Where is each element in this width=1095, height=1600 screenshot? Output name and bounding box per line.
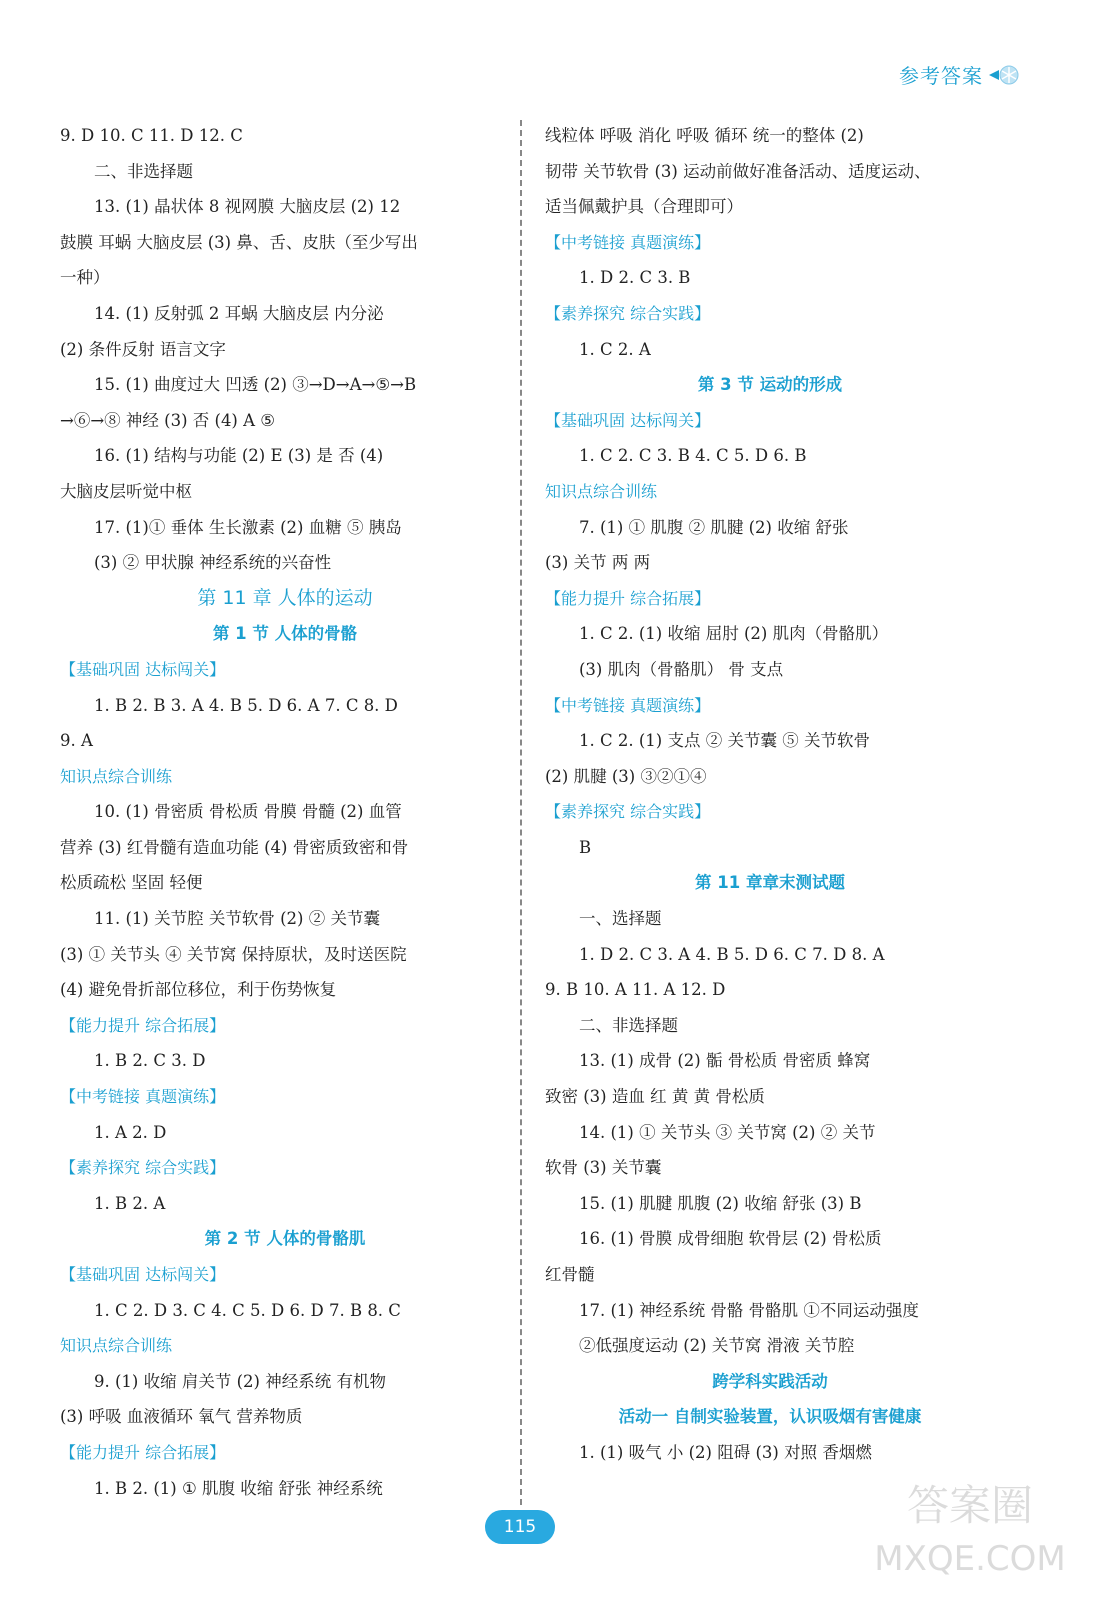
left-line: 【中考链接 真题演练】 — [60, 1087, 226, 1107]
left-line: 1. B 2. B 3. A 4. B 5. D 6. A 7. C 8. D — [94, 695, 398, 715]
right-line: 【中考链接 真题演练】 — [545, 232, 711, 252]
right-line: 1. C 2. C 3. B 4. C 5. D 6. B — [579, 446, 807, 466]
left-line: (3) 呼吸 血液循环 氧气 营养物质 — [60, 1407, 303, 1427]
right-line: 【能力提升 综合拓展】 — [545, 588, 711, 608]
right-line: 第 11 章章末测试题 — [695, 873, 845, 893]
right-line: B — [579, 837, 592, 857]
right-line: 1. C 2. (1) 收缩 屈肘 (2) 肌肉（骨骼肌） — [579, 624, 889, 644]
watermark-logo — [870, 1472, 1070, 1582]
left-line: (2) 条件反射 语言文字 — [60, 339, 226, 359]
right-line: (3) 肌肉（骨骼肌） 骨 支点 — [579, 659, 784, 679]
left-line: 1. C 2. D 3. C 4. C 5. D 6. D 7. B 8. C — [94, 1300, 401, 1320]
left-line: 17. (1)① 垂体 生长激素 (2) 血糖 ⑤ 胰岛 — [94, 517, 402, 537]
right-line: ②低强度运动 (2) 关节窝 滑液 关节腔 — [579, 1336, 855, 1356]
left-line: 9. D 10. C 11. D 12. C — [60, 126, 243, 145]
right-line: 1. C 2. A — [579, 339, 651, 359]
snowflake-icon — [987, 64, 1021, 86]
right-line: 13. (1) 成骨 (2) 骺 骨松质 骨密质 蜂窝 — [579, 1051, 871, 1071]
left-line: 一种） — [60, 268, 110, 288]
right-line: 1. (1) 吸气 小 (2) 阻碍 (3) 对照 香烟燃 — [579, 1442, 872, 1462]
left-line: (3) ② 甲状腺 神经系统的兴奋性 — [94, 553, 332, 573]
left-line: 9. (1) 收缩 肩关节 (2) 神经系统 有机物 — [94, 1371, 386, 1391]
left-line: 16. (1) 结构与功能 (2) E (3) 是 否 (4) — [94, 446, 384, 466]
left-line: 第 11 章 人体的运动 — [197, 586, 373, 609]
left-line: 第 2 节 人体的骨骼肌 — [204, 1229, 366, 1249]
right-line: 17. (1) 神经系统 骨骼 骨骼肌 ①不同运动强度 — [579, 1300, 919, 1320]
left-line: →⑥→⑧ 神经 (3) 否 (4) A ⑤ — [60, 410, 276, 430]
page-number-badge — [485, 1510, 555, 1544]
right-line: 14. (1) ① 关节头 ③ 关节窝 (2) ② 关节 — [579, 1122, 876, 1142]
right-line: 【中考链接 真题演练】 — [545, 695, 711, 715]
right-line: 第 3 节 运动的形成 — [697, 375, 843, 395]
right-line: 活动一 自制实验装置，认识吸烟有害健康 — [618, 1407, 922, 1427]
right-line: 致密 (3) 造血 红 黄 黄 骨松质 — [545, 1087, 765, 1107]
left-line: 松质疏松 坚固 轻便 — [60, 873, 203, 893]
left-column — [60, 118, 510, 1506]
right-line: 1. C 2. (1) 支点 ② 关节囊 ⑤ 关节软骨 — [579, 731, 870, 751]
left-line: 11. (1) 关节腔 关节软骨 (2) ② 关节囊 — [94, 909, 380, 929]
right-line: 16. (1) 骨膜 成骨细胞 软骨层 (2) 骨松质 — [579, 1229, 882, 1249]
right-line: 线粒体 呼吸 消化 呼吸 循环 统一的整体 (2) — [545, 126, 864, 145]
left-line: 9. A — [60, 731, 93, 751]
right-line: 适当佩戴护具（合理即可） — [545, 197, 743, 217]
right-line: 韧带 关节软骨 (3) 运动前做好准备活动、适度运动、 — [545, 161, 931, 181]
left-line: 大脑皮层听觉中枢 — [60, 481, 192, 501]
left-line: 【基础巩固 达标闯关】 — [60, 659, 226, 679]
right-line: 9. B 10. A 11. A 12. D — [545, 980, 726, 1000]
right-column — [545, 118, 995, 1471]
right-line: 二、非选择题 — [579, 1015, 678, 1035]
left-line: 1. A 2. D — [94, 1122, 167, 1142]
left-line: 鼓膜 耳蜗 大脑皮层 (3) 鼻、舌、皮肤（至少写出 — [60, 232, 418, 252]
right-line: 【素养探究 综合实践】 — [545, 802, 711, 822]
right-line: 软骨 (3) 关节囊 — [545, 1158, 662, 1178]
page-header — [899, 60, 1021, 89]
left-line: 13. (1) 晶状体 8 视网膜 大脑皮层 (2) 12 — [94, 197, 401, 217]
header-title: 参考答案 — [899, 64, 983, 88]
left-line: 1. B 2. C 3. D — [94, 1051, 206, 1071]
right-line: 【素养探究 综合实践】 — [545, 303, 711, 323]
column-divider — [520, 120, 522, 1505]
left-line: 15. (1) 曲度过大 凹透 (2) ③→D→A→⑤→B — [94, 375, 417, 395]
left-line: (4) 避免骨折部位移位，利于伤势恢复 — [60, 980, 337, 1000]
watermark-text: 答案圈 — [906, 1481, 1034, 1530]
left-line: 10. (1) 骨密质 骨松质 骨膜 骨髓 (2) 血管 — [94, 802, 402, 822]
right-line: 1. D 2. C 3. A 4. B 5. D 6. C 7. D 8. A — [579, 944, 885, 964]
page-number: 115 — [503, 1517, 537, 1537]
left-line: 【基础巩固 达标闯关】 — [60, 1265, 226, 1284]
right-line: 【基础巩固 达标闯关】 — [545, 410, 711, 430]
right-line: 红骨髓 — [545, 1265, 595, 1284]
left-line: 1. B 2. A — [94, 1193, 166, 1213]
left-line: 二、非选择题 — [94, 161, 193, 181]
left-line: 知识点综合训练 — [60, 1336, 173, 1356]
left-line: 【能力提升 综合拓展】 — [60, 1442, 226, 1462]
right-line: (3) 关节 两 两 — [545, 553, 651, 573]
left-line: 知识点综合训练 — [60, 766, 173, 786]
right-line: 知识点综合训练 — [545, 481, 658, 501]
right-line: 1. D 2. C 3. B — [579, 268, 691, 288]
left-line: 【素养探究 综合实践】 — [60, 1158, 226, 1178]
right-line: 7. (1) ① 肌腹 ② 肌腱 (2) 收缩 舒张 — [579, 517, 849, 537]
left-line: (3) ① 关节头 ④ 关节窝 保持原状，及时送医院 — [60, 944, 407, 964]
left-line: 营养 (3) 红骨髓有造血功能 (4) 骨密质致密和骨 — [60, 837, 409, 857]
left-line: 1. B 2. (1) ① 肌腹 收缩 舒张 神经系统 — [94, 1478, 383, 1498]
right-line: 一、选择题 — [579, 909, 662, 929]
right-line: 15. (1) 肌腱 肌腹 (2) 收缩 舒张 (3) B — [579, 1193, 862, 1213]
left-line: 14. (1) 反射弧 2 耳蜗 大脑皮层 内分泌 — [94, 303, 384, 323]
watermark-url: MXQE.COM — [874, 1539, 1066, 1579]
left-line: 【能力提升 综合拓展】 — [60, 1015, 226, 1035]
left-line: 第 1 节 人体的骨骼 — [212, 624, 358, 644]
right-line: (2) 肌腱 (3) ③②①④ — [545, 766, 707, 786]
right-line: 跨学科实践活动 — [712, 1371, 828, 1391]
